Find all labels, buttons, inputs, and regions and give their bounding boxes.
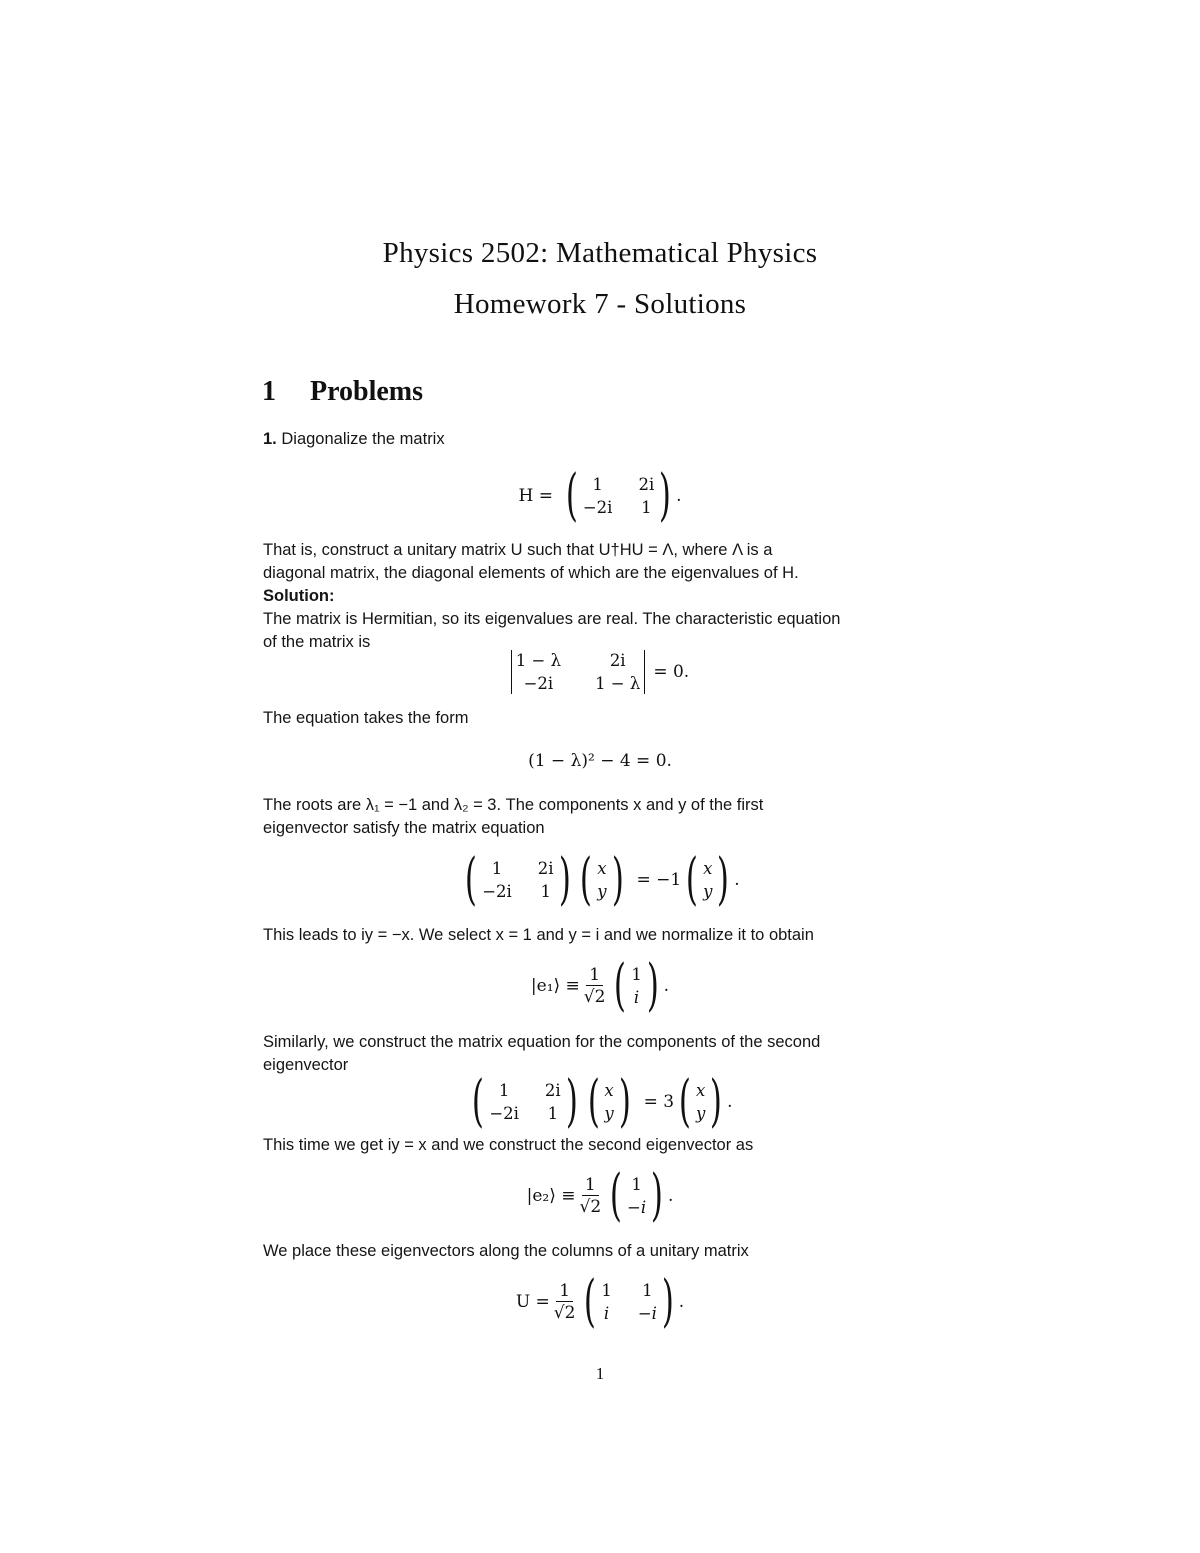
fraction: [554, 1281, 576, 1324]
fraction-numerator: 1: [586, 965, 603, 986]
h-lhs: H =: [518, 486, 553, 506]
matrix-entry: 2i: [638, 475, 655, 494]
section-title: Problems: [310, 376, 424, 407]
matrix-entry: 1: [601, 1281, 612, 1300]
matrix-entry: 2i: [544, 1081, 561, 1100]
fraction-numerator: 1: [556, 1281, 573, 1302]
matrix-entry: 1: [491, 859, 503, 878]
vector-entry: x: [695, 1081, 706, 1100]
fraction-denominator: √2: [579, 1196, 602, 1217]
vector: ( 1 i ): [614, 953, 659, 1018]
vector-entry: x: [604, 1081, 614, 1100]
solution-line: of the matrix is: [263, 633, 371, 651]
fraction-numerator: 1: [582, 1175, 599, 1196]
roots-line: The roots are λ₁ = −1 and λ₂ = 3. The components x and y of the first: [263, 796, 764, 814]
vector-entry: y: [597, 882, 607, 901]
matrix-entry: 1: [498, 1081, 510, 1100]
matrix-entry: 1: [592, 475, 603, 494]
paragraph-place: We place these eigenvectors along the columns of a unitary matrix: [263, 1242, 749, 1260]
equation-h-matrix: [0, 463, 1200, 528]
section-heading: [262, 376, 423, 408]
matrix-entry: 1: [547, 1104, 559, 1123]
period: .: [734, 870, 740, 890]
h-matrix: ( 1 2i −2i 1 ): [565, 463, 672, 528]
vector: ( x y ): [587, 1069, 631, 1134]
paragraph-leads: This leads to iy = −x. We select x = 1 and y = i and we normalize it to obtain: [263, 926, 814, 944]
matrix-entry: 2i: [609, 651, 626, 670]
equation-e2: [0, 1163, 1200, 1228]
vector-entry: 1: [631, 965, 642, 984]
eigen-rhs: = 3: [643, 1092, 675, 1112]
vector-entry: y: [703, 882, 713, 901]
matrix: ( 1 2i −2i 1 ): [465, 847, 571, 912]
task-line: That is, construct a unitary matrix U such that U†HU = Λ, where Λ is a: [263, 541, 773, 559]
u-matrix: ( 1 1 i −i ): [584, 1269, 674, 1334]
equation-eigen-2: [0, 1069, 1200, 1134]
vector: ( x y ): [580, 847, 624, 912]
vector-entry: y: [604, 1104, 614, 1123]
matrix: ( 1 2i −2i 1 ): [472, 1069, 578, 1134]
matrix-entry: 1 − λ: [595, 674, 641, 693]
equation-eigen-1: [0, 847, 1200, 912]
task-line: diagonal matrix, the diagonal elements of which are the eigenvalues of H.: [263, 564, 799, 582]
period: .: [727, 1092, 733, 1112]
paragraph-form: The equation takes the form: [263, 709, 469, 727]
equation-e1: [0, 953, 1200, 1018]
eigen-rhs: = −1: [636, 870, 682, 890]
course-title: Physics 2502: Mathematical Physics: [382, 237, 818, 269]
vector-entry: i: [633, 988, 640, 1007]
task-paragraph: [263, 539, 936, 654]
vector: ( x y ): [686, 847, 730, 912]
period: .: [667, 1186, 674, 1206]
paragraph-roots: [263, 794, 936, 840]
matrix-entry: −2i: [489, 1104, 519, 1123]
matrix-entry: 1: [641, 498, 652, 517]
matrix-entry: i: [603, 1304, 610, 1323]
e2-lhs: |e₂⟩ ≡: [526, 1186, 576, 1206]
period: .: [678, 1292, 685, 1312]
vector: ( x y ): [678, 1069, 723, 1134]
equation-determinant: [0, 650, 1200, 694]
fraction: [584, 965, 606, 1008]
vector-entry: x: [597, 859, 607, 878]
e1-lhs: |e₁⟩ ≡: [530, 976, 580, 996]
matrix-entry: 2i: [537, 859, 554, 878]
vector-entry: −i: [627, 1198, 647, 1217]
homework-subtitle: Homework 7 - Solutions: [453, 288, 747, 320]
solution-line: The matrix is Hermitian, so its eigenvalues are real. The characteristic equation: [263, 610, 841, 628]
vector-entry: 1: [631, 1175, 642, 1194]
matrix-entry: 1 − λ: [515, 651, 562, 670]
roots-line: eigenvector satisfy the matrix equation: [263, 819, 545, 837]
problem-statement: [263, 428, 936, 451]
problem-text: Diagonalize the matrix: [281, 430, 445, 448]
section-number: 1: [262, 376, 276, 407]
matrix-entry: −2i: [482, 882, 512, 901]
solution-label: Solution:: [263, 587, 335, 605]
matrix-entry: −2i: [582, 498, 613, 517]
page-number: 1: [595, 1364, 605, 1383]
vector-entry: y: [695, 1104, 706, 1123]
equation-u-matrix: [0, 1269, 1200, 1334]
matrix-entry: −2i: [523, 674, 554, 693]
paragraph-this-time: This time we get iy = x and we construct the second eigenvector as: [263, 1136, 754, 1154]
similarly-line: Similarly, we construct the matrix equation for the components of the second: [263, 1033, 821, 1051]
similarly-line: eigenvector: [263, 1056, 349, 1074]
fraction: [580, 1175, 602, 1218]
vector: ( 1 −i ): [610, 1163, 664, 1228]
matrix-entry: 1: [642, 1281, 653, 1300]
matrix-entry: −i: [637, 1304, 657, 1323]
problem-number: 1.: [263, 430, 277, 448]
fraction-denominator: √2: [553, 1302, 576, 1323]
period: .: [663, 976, 670, 996]
u-lhs: U =: [515, 1292, 550, 1312]
fraction-denominator: √2: [583, 986, 606, 1007]
determinant: [511, 650, 646, 694]
vector-entry: x: [703, 859, 713, 878]
period: .: [676, 486, 682, 506]
matrix-entry: 1: [540, 882, 551, 901]
equation-characteristic: (1 − λ)² − 4 = 0.: [528, 751, 672, 771]
det-rhs: = 0.: [653, 662, 690, 682]
